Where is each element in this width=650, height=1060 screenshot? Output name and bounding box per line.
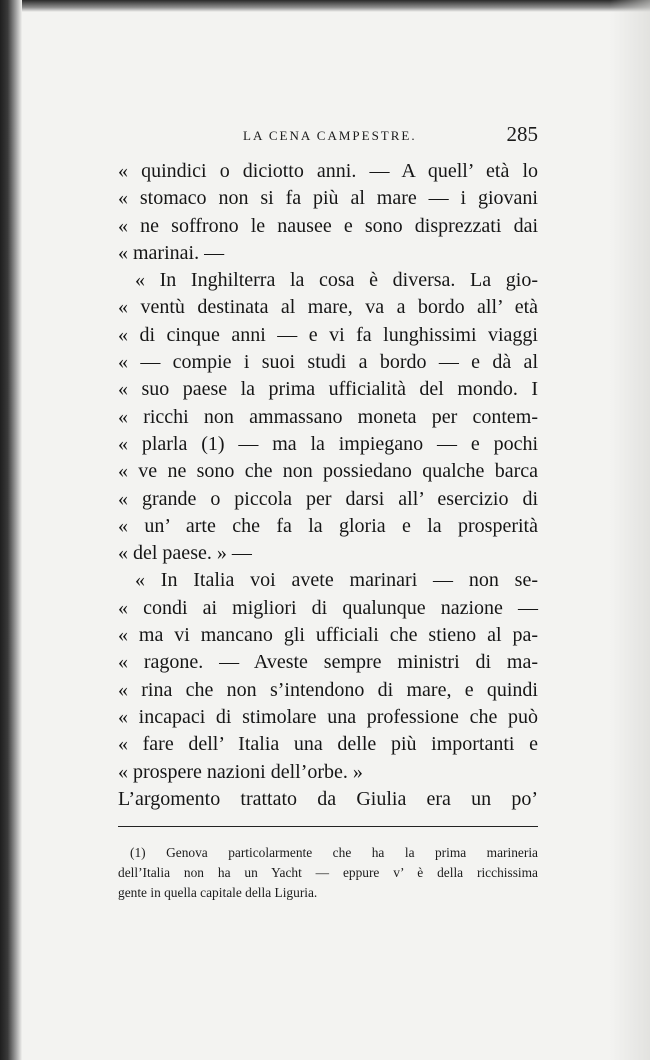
text-line: « stomaco non si fa più al mare — i giovani <box>118 187 538 210</box>
text-line: « marinai. — <box>118 241 225 264</box>
footnote-line: dell’Italia non ha un Yacht — eppure v’ è della ricchissima <box>118 865 538 880</box>
text-line: « del paese. » — <box>118 542 252 565</box>
text-line: « condi ai migliori di qualunque nazione — <box>118 596 538 619</box>
text-line: « In Italia voi avete marinari — non se- <box>135 569 538 592</box>
page-right-shadow <box>610 0 650 1060</box>
body-text <box>118 158 538 813</box>
footnotes <box>118 843 538 903</box>
text-line: « quindici o diciotto anni. — A quell’ età lo <box>118 160 538 182</box>
text-line: « rina che non s’intendono di mare, e quindi <box>118 678 538 701</box>
footnote-line: gente in quella capitale della Liguria. <box>118 885 318 900</box>
text-line: « fare dell’ Italia una delle più importanti e <box>118 733 538 756</box>
page-top-edge <box>0 0 650 12</box>
footnote-rule <box>118 826 538 827</box>
text-line: « ventù destinata al mare, va a bordo all’ età <box>118 296 538 319</box>
text-line: « ne soffrono le nausee e sono disprezzati dai <box>118 214 538 237</box>
text-line: « — compie i suoi studi a bordo — e dà al <box>118 351 538 374</box>
text-line: « ve ne sono che non possiedano qualche barca <box>118 460 538 483</box>
book-spine-shadow <box>0 0 22 1060</box>
page-header <box>118 122 538 150</box>
text-line: « plarla (1) — ma la impiegano — e pochi <box>118 432 538 455</box>
text-line: « ragone. — Aveste sempre ministri di ma- <box>118 651 538 674</box>
text-line: L’argomento trattato da Giulia era un po’ <box>118 787 538 810</box>
text-line: « grande o piccola per darsi all’ esercizio di <box>118 487 538 510</box>
text-line: « In Inghilterra la cosa è diversa. La gio- <box>135 269 538 292</box>
running-title: LA CENA CAMPESTRE. <box>243 128 417 143</box>
text-line: « incapaci di stimolare una professione che può <box>118 705 538 728</box>
text-line: « di cinque anni — e vi fa lunghissimi viaggi <box>118 323 538 346</box>
footnote-line: (1) Genova particolarmente che ha la prima marineria <box>130 845 538 860</box>
text-line: « un’ arte che fa la gloria e la prosperità <box>118 514 538 537</box>
text-line: « suo paese la prima ufficialità del mondo. I <box>118 378 538 401</box>
text-line: « ricchi non ammassano moneta per contem- <box>118 405 538 428</box>
text-line: « prospere nazioni dell’orbe. » <box>118 760 363 783</box>
text-line: « ma vi mancano gli ufficiali che stieno al pa- <box>118 624 538 647</box>
page-number: 285 <box>506 122 538 146</box>
